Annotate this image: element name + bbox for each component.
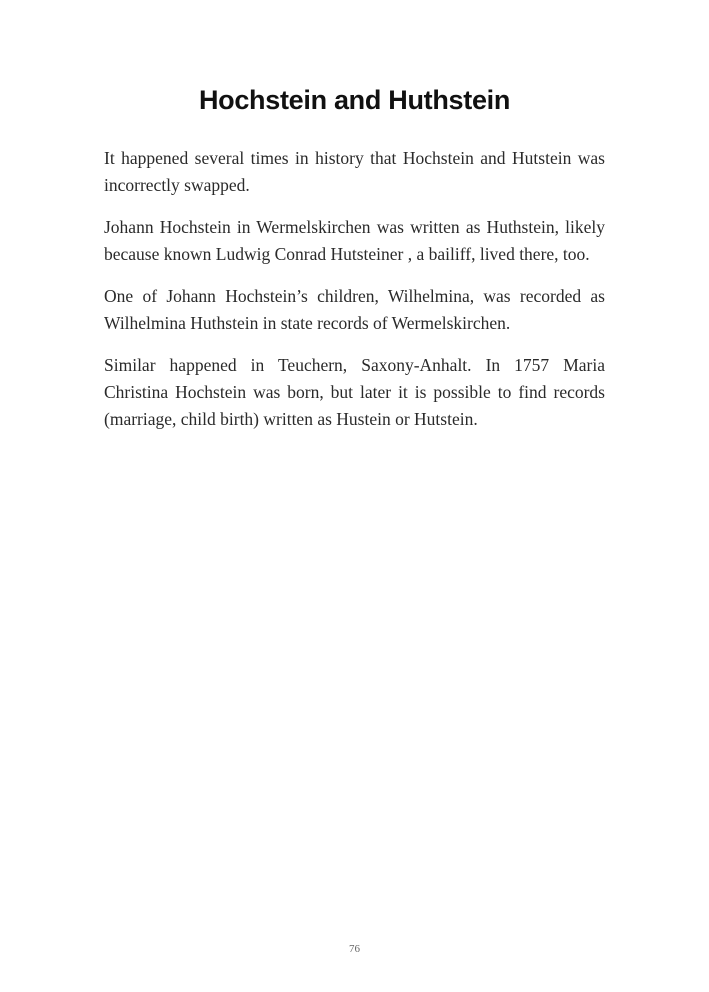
paragraph: Similar happened in Teuchern, Saxony-Anhalt. In 1757 Maria Christina Hochstein was born, but later it is possible to find records (marriage, child birth) written as Hustein or Hutstein. bbox=[104, 355, 605, 429]
paragraph: Johann Hochstein in Wermelskirchen was written as Huthstein, likely because known Ludwig Conrad Hutsteiner , a bailiff, lived there, too. bbox=[104, 217, 605, 264]
page-title: Hochstein and Huthstein bbox=[198, 85, 511, 115]
paragraph: It happened several times in history that Hochstein and Hutstein was incorrectly swapped. bbox=[104, 148, 605, 195]
paragraph: One of Johann Hochstein’s children, Wilhelmina, was recorded as Wilhelmina Huthstein in state records of Wermelskirchen. bbox=[104, 286, 605, 333]
page-number: 76 bbox=[349, 943, 360, 955]
body-text bbox=[104, 145, 605, 448]
